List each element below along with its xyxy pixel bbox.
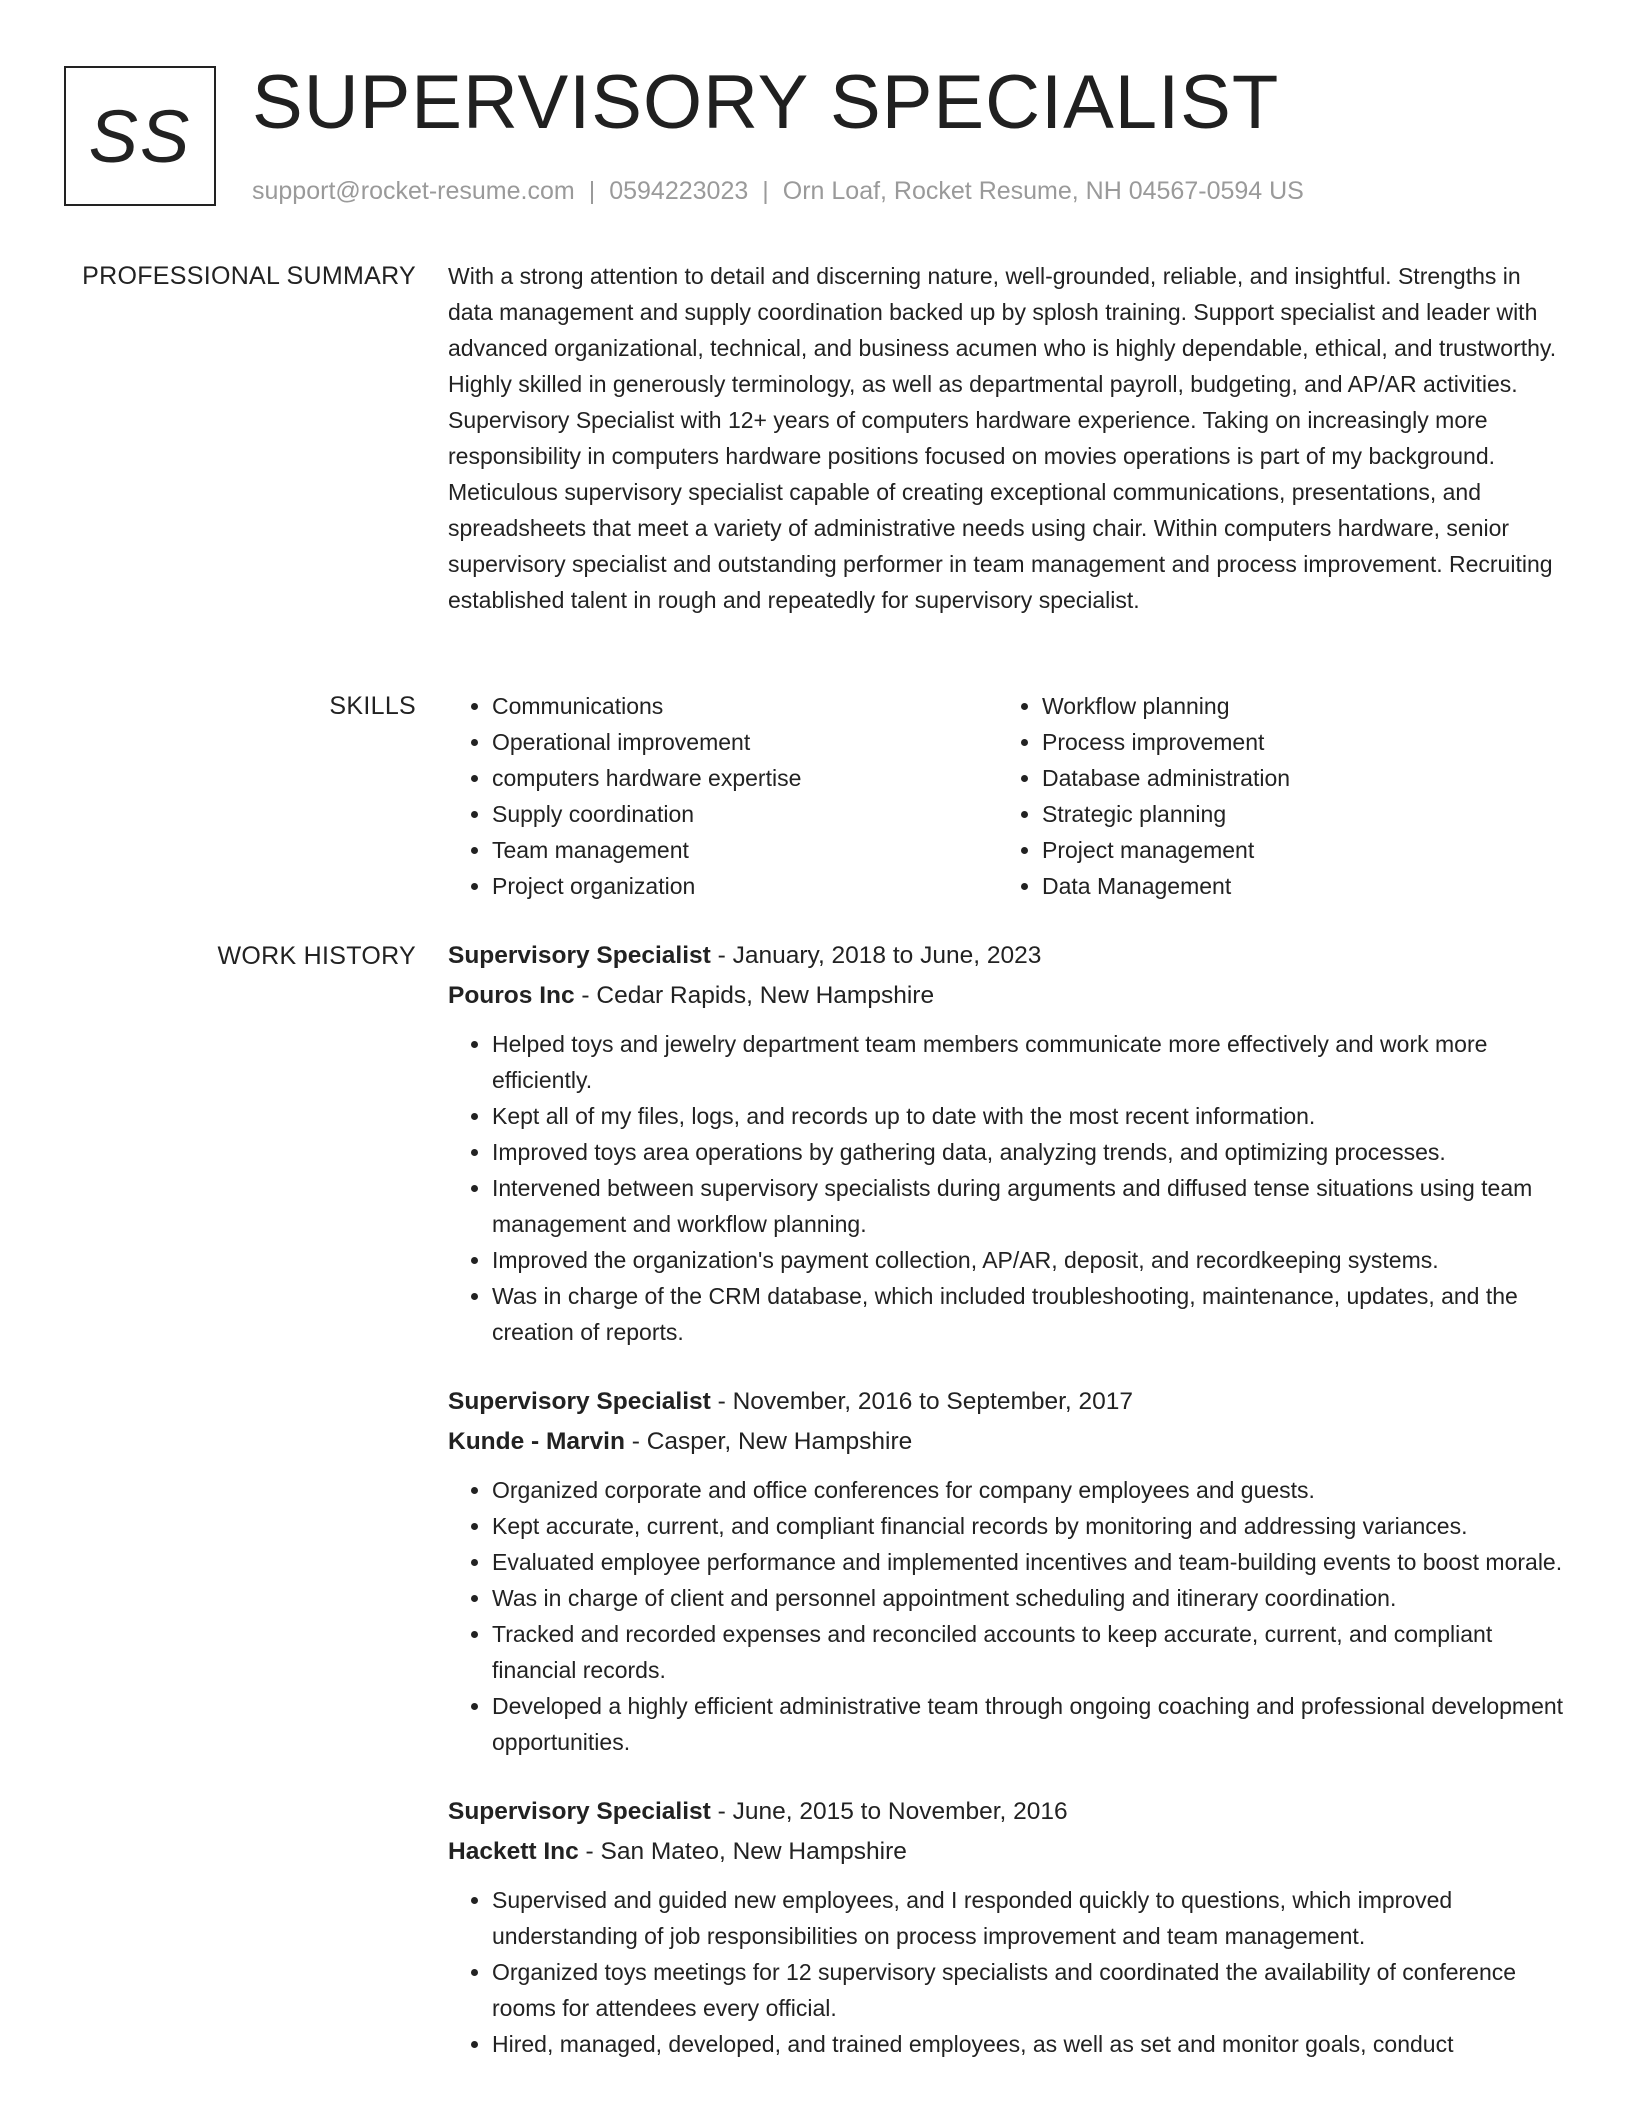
skill-item: • Strategic planning (1042, 796, 1548, 832)
job-entry (448, 1382, 1570, 1760)
contact-address: Orn Loaf, Rocket Resume, NH 04567-0594 US (782, 177, 1304, 205)
job-company-line (448, 1832, 1570, 1872)
skill-item: • Operational improvement (492, 724, 998, 760)
contact-email[interactable]: support@rocket-resume.com (252, 177, 575, 205)
monogram-badge (64, 66, 216, 206)
job-title-line (448, 1382, 1570, 1422)
job-bullets (448, 1026, 1570, 1350)
job-title-line (448, 1792, 1570, 1832)
job-bullet: • Developed a highly efficient administrative team through ongoing coaching and professional development opportunities. (492, 1688, 1570, 1760)
skill-item: • Communications (492, 688, 998, 724)
job-company-line (448, 976, 1570, 1016)
job-bullets (448, 1882, 1570, 2062)
page-title: SUPERVISORY SPECIALIST (252, 60, 1280, 145)
job-title: Supervisory Specialist (448, 942, 711, 969)
job-company: Kunde - Marvin (448, 1428, 625, 1455)
job-bullet: • Kept all of my files, logs, and records up to date with the most recent information. (492, 1098, 1570, 1134)
contact-separator: | (588, 177, 596, 205)
skill-item: • computers hardware expertise (492, 760, 998, 796)
job-bullet: • Intervened between supervisory specialists during arguments and diffused tense situations using team management and workflow planning. (492, 1170, 1570, 1242)
skill-item: • Database administration (1042, 760, 1548, 796)
monogram-initials: SS (88, 94, 192, 178)
job-title: Supervisory Specialist (448, 1388, 711, 1415)
job-bullet: • Evaluated employee performance and implemented incentives and team-building events to boost morale. (492, 1544, 1570, 1580)
job-bullet: • Was in charge of client and personnel appointment scheduling and itinerary coordination. (492, 1580, 1570, 1616)
job-dates: - June, 2015 to November, 2016 (710, 1798, 1068, 1825)
job-title-line (448, 936, 1570, 976)
job-bullet: • Helped toys and jewelry department team members communicate more effectively and work more efficiently. (492, 1026, 1570, 1098)
skill-item: • Data Management (1042, 868, 1548, 904)
job-bullet: • Hired, managed, developed, and trained employees, as well as set and monitor goals, conduct (492, 2026, 1570, 2062)
contact-separator: | (762, 177, 769, 205)
contact-line (252, 174, 1304, 208)
job-bullet: • Organized toys meetings for 12 supervisory specialists and coordinated the availability of conference rooms for attendees every official. (492, 1954, 1570, 2026)
job-entry (448, 936, 1570, 1350)
job-company-line (448, 1422, 1570, 1462)
job-bullet: • Improved toys area operations by gathering data, analyzing trends, and optimizing processes. (492, 1134, 1570, 1170)
job-title: Supervisory Specialist (448, 1798, 711, 1825)
skills-heading: SKILLS (329, 692, 416, 720)
work-history-heading: WORK HISTORY (217, 942, 416, 970)
job-bullet: • Was in charge of the CRM database, which included troubleshooting, maintenance, updates, and the creation of reports. (492, 1278, 1570, 1350)
job-dates: - November, 2016 to September, 2017 (710, 1388, 1134, 1415)
summary-text: With a strong attention to detail and discerning nature, well-grounded, reliable, and insightful. Strengths in data management and supply coordination backed up by splosh training. Support specialist and leader with advanced organizational, technical, and business acumen who is highly dependable, ethical, and trustworthy. Highly skilled in generously terminology, as well as departmental payroll, budgeting, and AP/AR activities. Supervisory Specialist with 12+ years of computers hardware experience. Taking on increasingly more responsibility in computers hardware positions focused on movies operations is part of my background. Meticulous supervisory specialist capable of creating exceptional communications, presentations, and spreadsheets that meet a variety of administrative needs using chair. Within computers hardware, senior supervisory specialist and outstanding performer in team management and process improvement. Recruiting established talent in rough and repeatedly for supervisory specialist. (448, 263, 1557, 613)
job-bullet: • Supervised and guided new employees, and I responded quickly to questions, which improved understanding of job responsibilities on process improvement and team management. (492, 1882, 1570, 1954)
job-bullet: • Tracked and recorded expenses and reconciled accounts to keep accurate, current, and compliant financial records. (492, 1616, 1570, 1688)
job-company: Pouros Inc (448, 982, 575, 1009)
job-company: Hackett Inc (448, 1838, 579, 1865)
skills-list-right (998, 688, 1548, 904)
skill-item: • Team management (492, 832, 998, 868)
job-location: - Casper, New Hampshire (624, 1428, 913, 1455)
job-dates: - January, 2018 to June, 2023 (710, 942, 1042, 969)
job-bullet: • Kept accurate, current, and compliant financial records by monitoring and addressing variances. (492, 1508, 1570, 1544)
job-bullets (448, 1472, 1570, 1760)
job-bullet: • Improved the organization's payment collection, AP/AR, deposit, and recordkeeping systems. (492, 1242, 1570, 1278)
job-location: - Cedar Rapids, New Hampshire (574, 982, 935, 1009)
skills-list-left (448, 688, 998, 904)
contact-phone[interactable]: 0594223023 (609, 177, 749, 205)
skill-item: • Process improvement (1042, 724, 1548, 760)
job-entry (448, 1792, 1570, 2062)
skill-item: • Supply coordination (492, 796, 998, 832)
skill-item: • Project management (1042, 832, 1548, 868)
summary-heading: PROFESSIONAL SUMMARY (82, 262, 416, 290)
skill-item: • Project organization (492, 868, 998, 904)
skill-item: • Workflow planning (1042, 688, 1548, 724)
job-location: - San Mateo, New Hampshire (578, 1838, 907, 1865)
job-bullet: • Organized corporate and office conferences for company employees and guests. (492, 1472, 1570, 1508)
